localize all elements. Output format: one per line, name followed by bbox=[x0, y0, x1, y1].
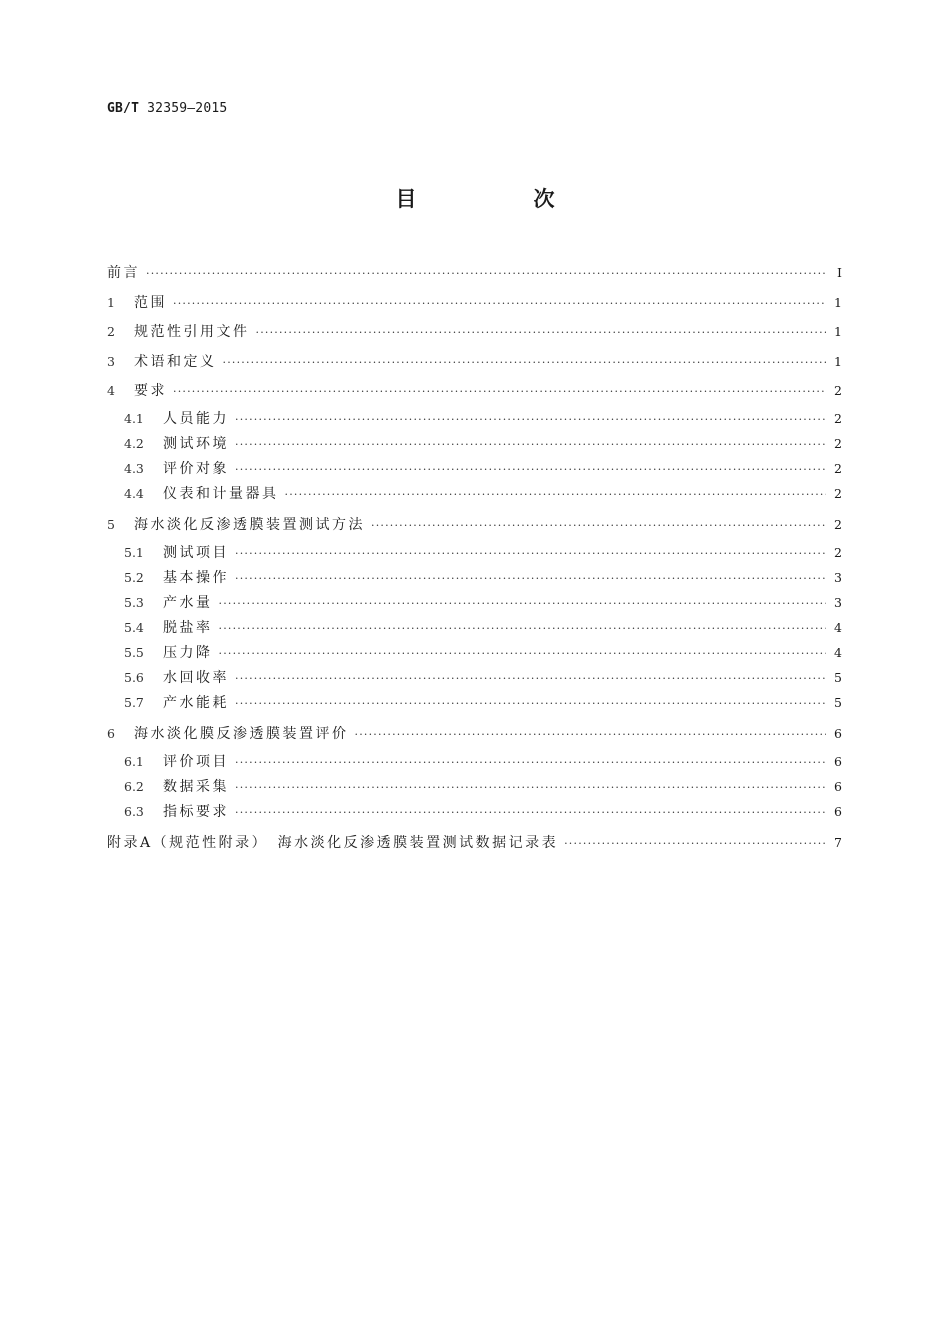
toc-entry[interactable] bbox=[107, 288, 842, 318]
toc-dot-leader bbox=[564, 829, 826, 859]
toc-entry-page: 3 bbox=[834, 594, 842, 610]
toc-dot-leader bbox=[235, 775, 826, 800]
toc-entry-label: 规范性引用文件 bbox=[134, 324, 250, 340]
page-title: 目 次 bbox=[395, 187, 603, 211]
toc-entry-page: 5 bbox=[834, 694, 842, 710]
toc-entry[interactable] bbox=[107, 456, 842, 481]
toc-entry-number: 1 bbox=[107, 294, 115, 310]
toc-dot-leader bbox=[235, 541, 826, 566]
toc-entry-label: 附录A（规范性附录） 海水淡化反渗透膜装置测试数据记录表 bbox=[107, 835, 559, 851]
toc-dot-leader bbox=[235, 691, 826, 716]
toc-dot-leader bbox=[235, 457, 826, 482]
toc-entry[interactable] bbox=[107, 690, 842, 715]
toc-dot-leader bbox=[371, 511, 826, 541]
toc-entry-page: 4 bbox=[834, 619, 842, 635]
toc-entry-number: 5.1 bbox=[124, 544, 144, 560]
toc-entry-number: 6.2 bbox=[124, 778, 144, 794]
toc-entry-label: 产水能耗 bbox=[163, 694, 229, 711]
toc-dot-leader bbox=[256, 318, 827, 348]
toc-entry-page: 5 bbox=[834, 669, 842, 685]
toc-entry-number: 6.3 bbox=[124, 803, 144, 819]
toc-dot-leader bbox=[223, 348, 827, 378]
toc-entry[interactable] bbox=[107, 510, 842, 540]
toc-dot-leader bbox=[173, 289, 826, 319]
toc-dot-leader bbox=[355, 720, 827, 750]
toc-entry-number: 5 bbox=[107, 517, 115, 532]
toc-entry-number: 3 bbox=[107, 353, 115, 369]
toc-entry-page: 6 bbox=[834, 778, 842, 794]
toc-entry-number: 6 bbox=[107, 726, 115, 741]
toc-entry-number: 5.4 bbox=[124, 619, 144, 635]
toc-dot-leader bbox=[235, 800, 826, 825]
toc-entry-page: 2 bbox=[834, 485, 842, 501]
toc-entry[interactable] bbox=[107, 774, 842, 799]
toc-entry-page: 2 bbox=[834, 383, 842, 398]
toc-entry-label: 数据采集 bbox=[163, 778, 229, 795]
toc-entry-label: 产水量 bbox=[163, 594, 213, 611]
toc-dot-leader bbox=[219, 591, 827, 616]
toc-dot-leader bbox=[235, 750, 826, 775]
toc-entry-label: 脱盐率 bbox=[163, 619, 213, 636]
toc-dot-leader bbox=[235, 566, 826, 591]
toc-entry[interactable] bbox=[107, 828, 842, 858]
toc-entry-number: 5.6 bbox=[124, 669, 144, 685]
toc-entry-number: 5.5 bbox=[124, 644, 144, 660]
toc-entry[interactable] bbox=[107, 347, 842, 377]
toc-entry-number: 4.2 bbox=[124, 435, 144, 451]
toc-dot-leader bbox=[285, 482, 827, 507]
toc-entry-label: 测试环境 bbox=[163, 435, 229, 452]
toc-entry[interactable] bbox=[107, 665, 842, 690]
toc-dot-leader bbox=[146, 259, 826, 289]
toc-entry-page: 2 bbox=[834, 410, 842, 426]
toc-entry-label: 仪表和计量器具 bbox=[163, 485, 279, 502]
toc-entry-label: 评价项目 bbox=[163, 753, 229, 770]
toc-entry-label: 基本操作 bbox=[163, 569, 229, 586]
standard-code-number: 32359—2015 bbox=[147, 101, 228, 116]
toc-entry-page: 6 bbox=[834, 803, 842, 819]
toc-entry[interactable] bbox=[107, 317, 842, 347]
toc-entry[interactable] bbox=[107, 540, 842, 565]
toc-entry[interactable] bbox=[107, 799, 842, 824]
toc-entry[interactable] bbox=[107, 406, 842, 431]
toc-entry-page: 1 bbox=[834, 324, 842, 339]
toc-entry[interactable] bbox=[107, 640, 842, 665]
toc-entry-page: 1 bbox=[834, 353, 842, 369]
toc-entry[interactable] bbox=[107, 481, 842, 506]
toc-entry-page: 2 bbox=[834, 460, 842, 476]
toc-entry-page: 6 bbox=[834, 726, 842, 741]
toc-entry-label: 压力降 bbox=[163, 644, 213, 661]
toc-entry[interactable] bbox=[107, 258, 842, 288]
toc-entry-label: 评价对象 bbox=[163, 460, 229, 477]
table-of-contents bbox=[107, 258, 842, 858]
toc-entry-page: 2 bbox=[834, 517, 842, 532]
toc-entry-label: 水回收率 bbox=[163, 669, 229, 686]
toc-entry-label: 范围 bbox=[134, 294, 167, 311]
toc-entry-page: 2 bbox=[834, 544, 842, 560]
toc-dot-leader bbox=[235, 666, 826, 691]
standard-code bbox=[107, 101, 227, 116]
toc-entry[interactable] bbox=[107, 431, 842, 456]
toc-entry-number: 5.3 bbox=[124, 594, 144, 610]
toc-entry-page: 6 bbox=[834, 753, 842, 769]
toc-entry-number: 4.4 bbox=[124, 485, 144, 501]
toc-entry-label: 人员能力 bbox=[163, 410, 229, 427]
toc-entry-page: Ⅰ bbox=[837, 265, 842, 280]
toc-entry-page: 2 bbox=[834, 435, 842, 451]
toc-dot-leader bbox=[219, 616, 827, 641]
toc-entry-number: 4.3 bbox=[124, 460, 144, 476]
toc-entry-label: 指标要求 bbox=[163, 803, 229, 820]
toc-dot-leader bbox=[235, 432, 826, 457]
toc-entry[interactable] bbox=[107, 376, 842, 406]
toc-entry-number: 5.7 bbox=[124, 694, 144, 710]
toc-entry-page: 4 bbox=[834, 644, 842, 660]
toc-entry-page: 7 bbox=[834, 835, 842, 850]
toc-entry-number: 5.2 bbox=[124, 569, 144, 585]
toc-entry[interactable] bbox=[107, 615, 842, 640]
toc-entry-label: 要求 bbox=[134, 383, 167, 399]
toc-dot-leader bbox=[235, 407, 826, 432]
toc-dot-leader bbox=[173, 377, 826, 407]
toc-entry-label: 海水淡化反渗透膜装置测试方法 bbox=[134, 517, 365, 533]
toc-entry-label: 前言 bbox=[107, 265, 140, 281]
standard-code-prefix: GB/T bbox=[107, 101, 140, 116]
toc-entry[interactable] bbox=[107, 565, 842, 590]
toc-entry-label: 海水淡化膜反渗透膜装置评价 bbox=[134, 726, 349, 742]
toc-entry-number: 6.1 bbox=[124, 753, 144, 769]
toc-entry-number: 4 bbox=[107, 383, 115, 398]
toc-entry[interactable] bbox=[107, 719, 842, 749]
toc-dot-leader bbox=[219, 641, 827, 666]
toc-entry[interactable] bbox=[107, 749, 842, 774]
toc-entry-label: 术语和定义 bbox=[134, 353, 217, 370]
toc-entry-page: 3 bbox=[834, 569, 842, 585]
toc-entry[interactable] bbox=[107, 590, 842, 615]
toc-entry-label: 测试项目 bbox=[163, 544, 229, 561]
toc-entry-number: 2 bbox=[107, 324, 115, 339]
toc-entry-number: 4.1 bbox=[124, 410, 144, 426]
toc-entry-page: 1 bbox=[834, 294, 842, 310]
